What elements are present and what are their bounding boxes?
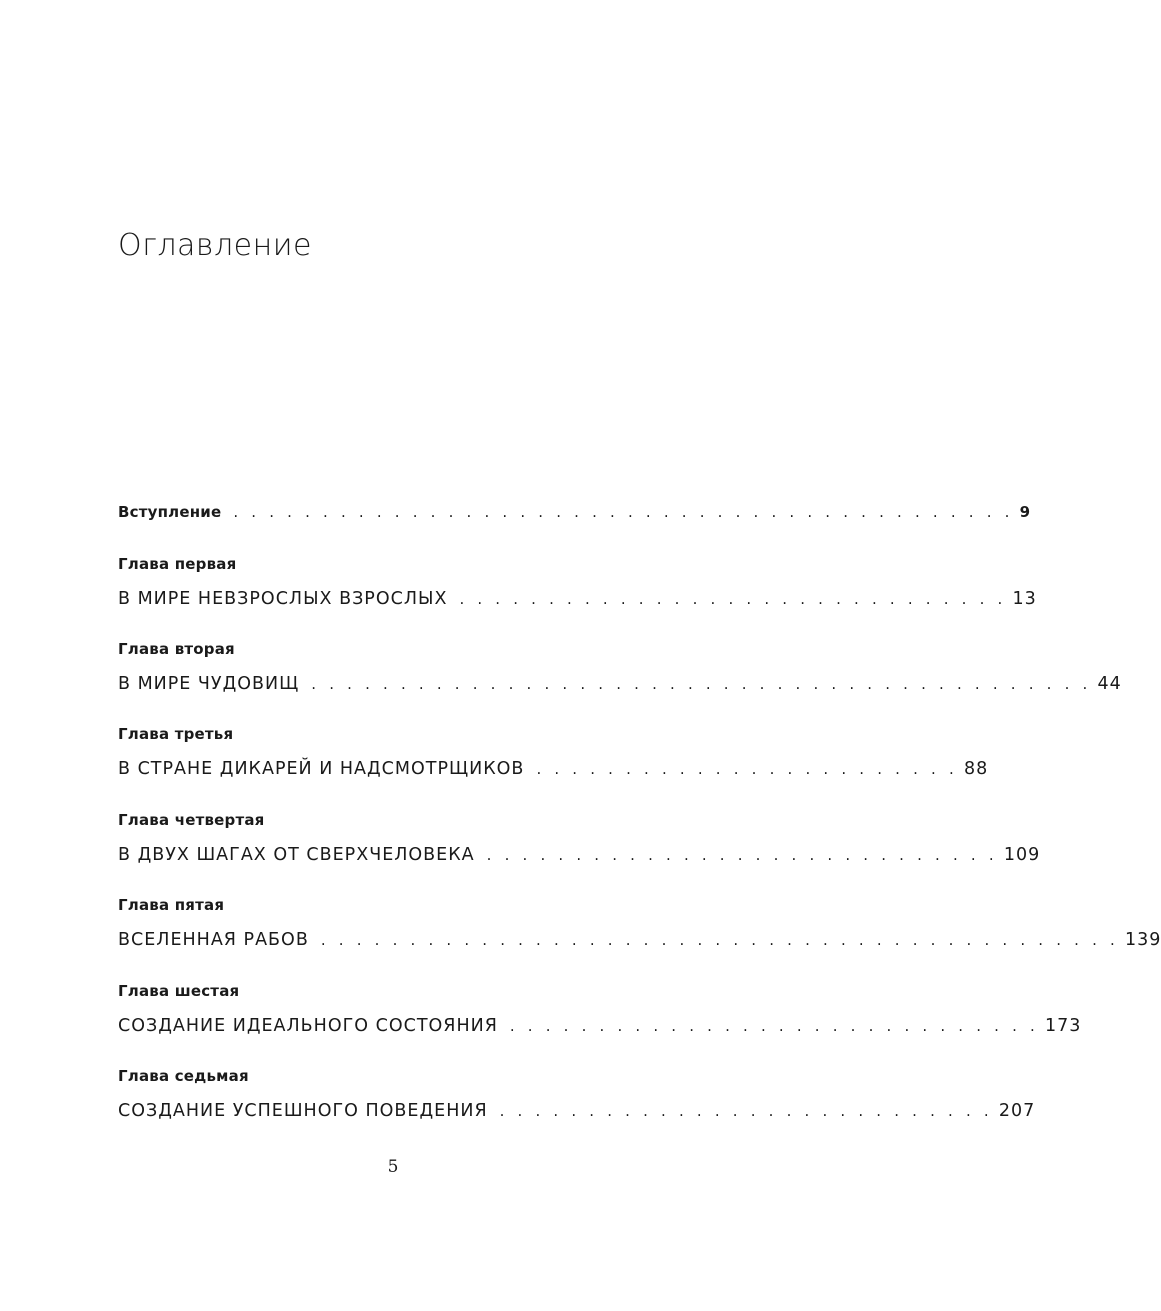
chapter-title: В МИРЕ ЧУДОВИЩ	[118, 674, 300, 694]
toc-page-number: 13	[1012, 589, 1037, 609]
chapter-title-row	[118, 1016, 1082, 1040]
toc-chapter-1[interactable]	[118, 555, 1037, 613]
chapter-label: Глава первая	[118, 555, 237, 573]
chapter-title-row	[118, 759, 989, 783]
chapter-title: СОЗДАНИЕ УСПЕШНОГО ПОВЕДЕНИЯ	[118, 1101, 488, 1121]
chapter-title-row	[118, 930, 1161, 954]
chapter-title: ВСЕЛЕННАЯ РАБОВ	[118, 930, 309, 950]
toc-chapter-3[interactable]	[118, 725, 989, 783]
toc-entry-intro[interactable]	[118, 503, 1031, 527]
chapter-label: Глава четвертая	[118, 811, 265, 829]
leader-dots: . . . . . . . . . . . . . . . . . . . . . . . . . . . . . . . . . . . . . . . . . . . . .	[320, 931, 1119, 949]
toc-page-number: 44	[1097, 674, 1122, 694]
chapter-label: Глава пятая	[118, 896, 225, 914]
toc-chapter-6[interactable]	[118, 982, 1082, 1040]
leader-dots: . . . . . . . . . . . . . . . . . . . . . . . .	[536, 760, 958, 778]
leader-dots: . . . . . . . . . . . . . . . . . . . . . . . . . . . . . . .	[459, 590, 1007, 608]
leader-dots: . . . . . . . . . . . . . . . . . . . . . . . . . . . . . . . . . . . . . . . . . . . .	[311, 675, 1092, 693]
chapter-title: В МИРЕ НЕВЗРОСЛЫХ ВЗРОСЛЫХ	[118, 589, 448, 609]
page-number-folio: 5	[387, 1157, 399, 1177]
leader-dots: . . . . . . . . . . . . . . . . . . . . . . . . . . . . . . . . . . . . . . . . . . . .	[233, 503, 1014, 521]
chapter-label: Глава седьмая	[118, 1067, 249, 1085]
toc-chapter-2[interactable]	[118, 640, 1122, 698]
toc-page-number: 109	[1003, 845, 1041, 865]
chapter-title: В ДВУХ ШАГАХ ОТ СВЕРХЧЕЛОВЕКА	[118, 845, 475, 865]
toc-page-number: 9	[1019, 503, 1031, 521]
chapter-title-row	[118, 1101, 1036, 1125]
chapter-label: Глава шестая	[118, 982, 240, 1000]
toc-entry-label: Вступление	[118, 503, 222, 521]
chapter-title-row	[118, 589, 1037, 613]
toc-chapter-4[interactable]	[118, 811, 1041, 869]
page-title: Оглавление	[118, 228, 312, 263]
leader-dots: . . . . . . . . . . . . . . . . . . . . . . . . . . . . . .	[509, 1017, 1039, 1035]
toc-page-number: 139	[1125, 930, 1161, 950]
leader-dots: . . . . . . . . . . . . . . . . . . . . . . . . . . . .	[499, 1102, 993, 1120]
toc-page-number: 88	[963, 759, 989, 779]
leader-dots: . . . . . . . . . . . . . . . . . . . . . . . . . . . . .	[486, 846, 998, 864]
toc-page-number: 173	[1045, 1016, 1082, 1036]
toc-page-number: 207	[998, 1101, 1036, 1121]
chapter-title-row	[118, 674, 1122, 698]
chapter-label: Глава вторая	[118, 640, 235, 658]
toc-chapter-7[interactable]	[118, 1067, 1036, 1125]
chapter-title: СОЗДАНИЕ ИДЕАЛЬНОГО СОСТОЯНИЯ	[118, 1016, 498, 1036]
chapter-title: В СТРАНЕ ДИКАРЕЙ И НАДСМОТРЩИКОВ	[118, 759, 525, 779]
chapter-label: Глава третья	[118, 725, 234, 743]
chapter-title-row	[118, 845, 1041, 869]
toc-chapter-5[interactable]	[118, 896, 1161, 954]
